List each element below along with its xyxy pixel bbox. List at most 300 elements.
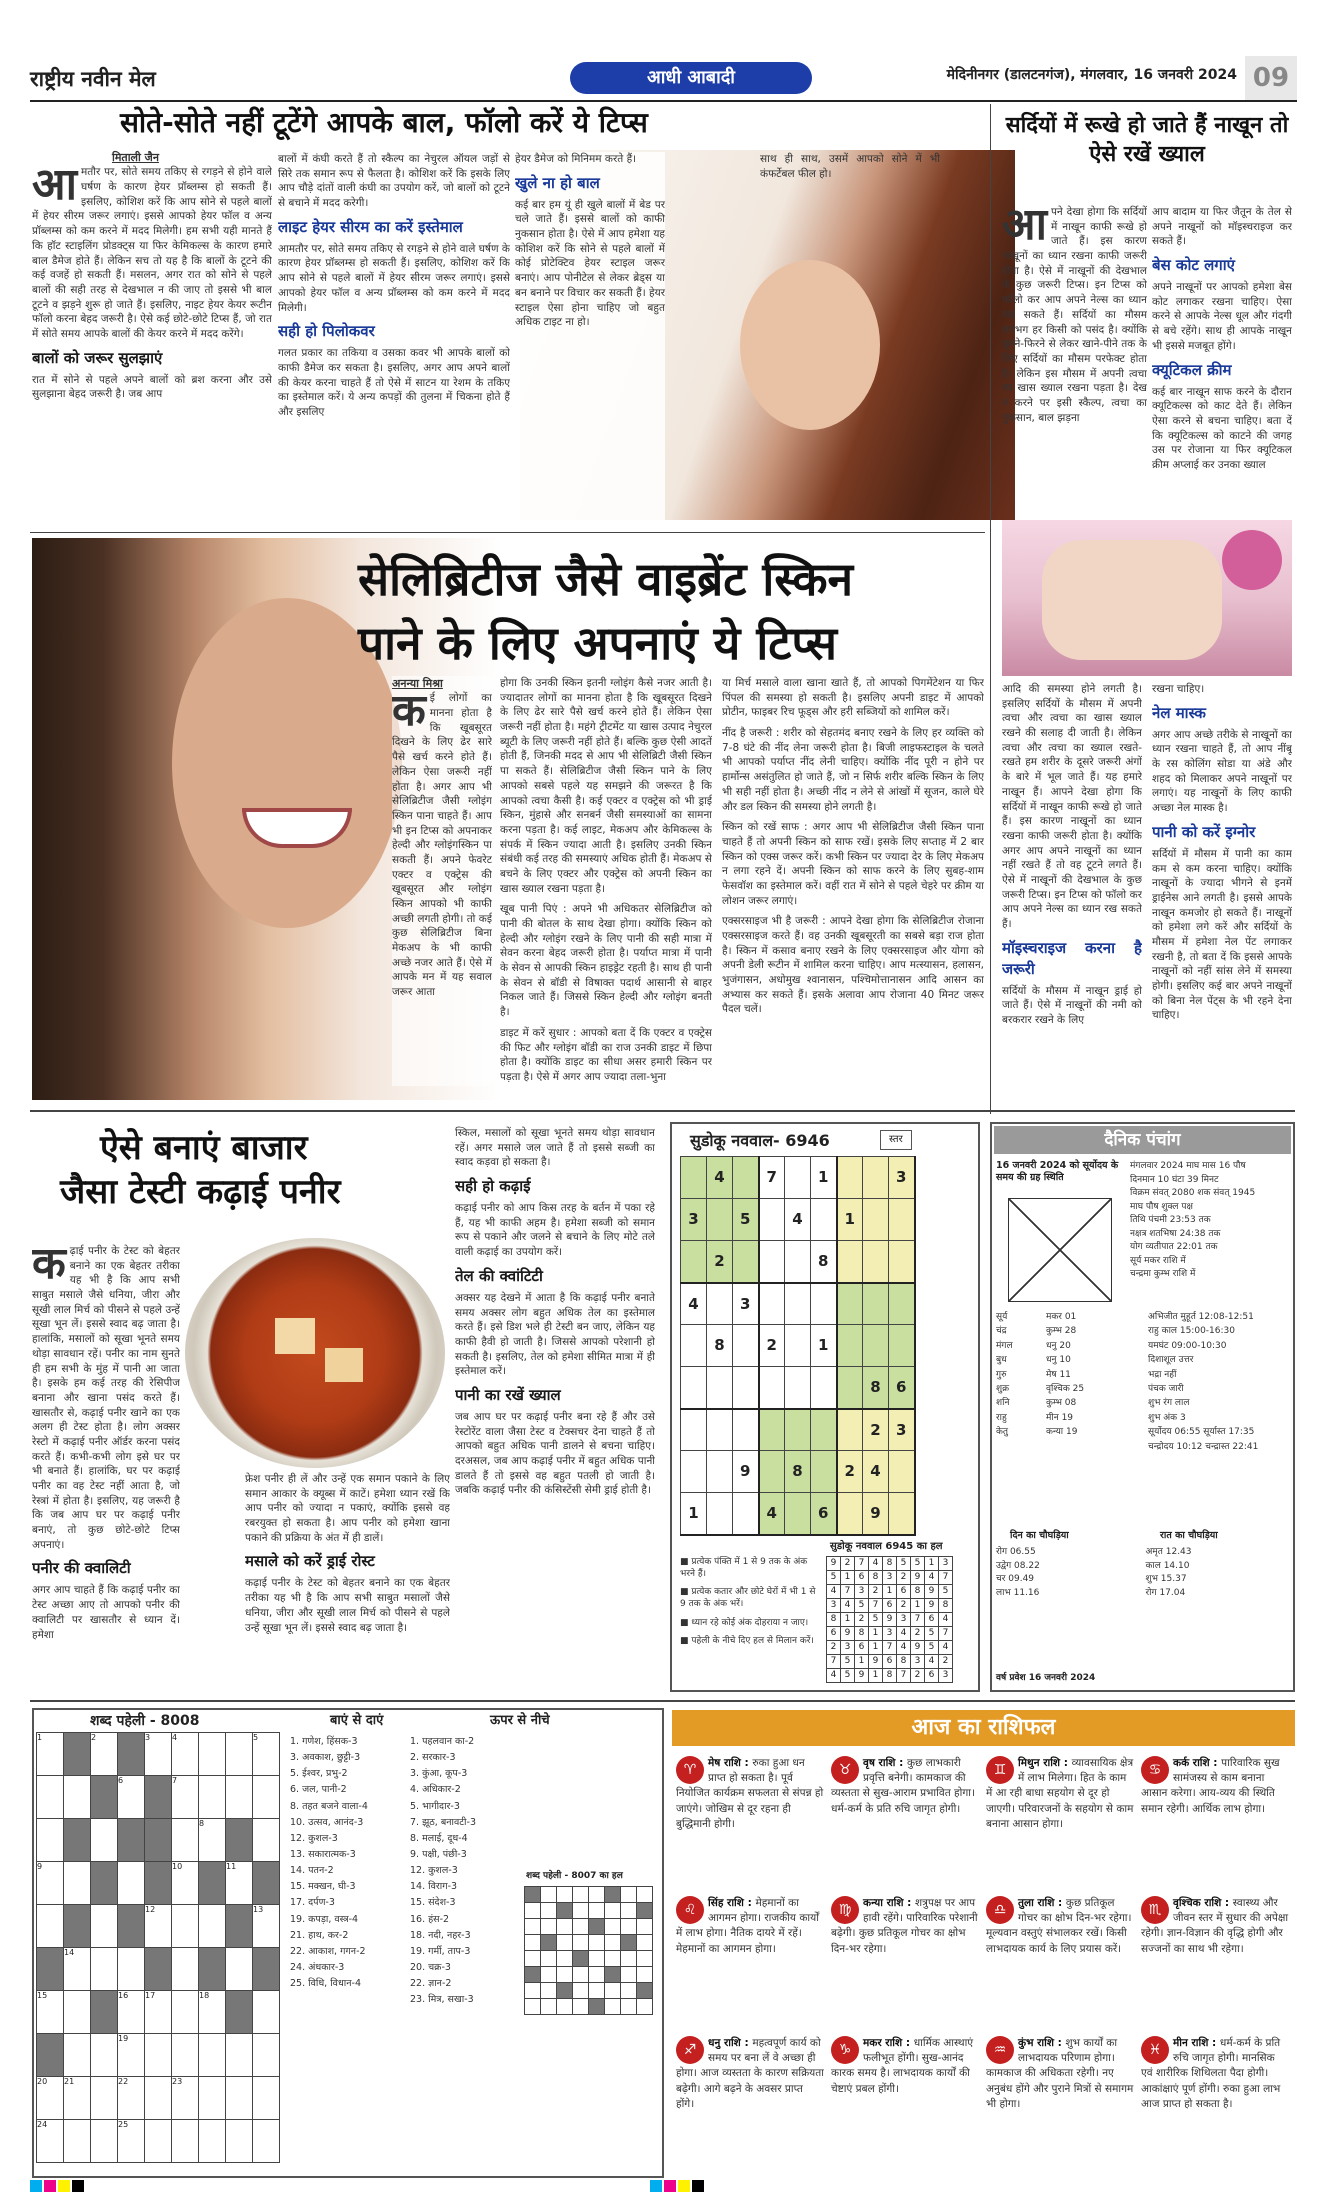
sudoku-cell[interactable] [785, 1283, 811, 1325]
sudoku-cell[interactable] [863, 1157, 889, 1199]
crossword-grid[interactable] [36, 1732, 280, 2163]
crossword-cell[interactable]: 10 [172, 1862, 199, 1905]
rashifal-title: आज का राशिफल [911, 1715, 1056, 1740]
planet-name: सूर्य [996, 1312, 1008, 1322]
crossword-solution-cell [589, 1935, 605, 1951]
crossword-cell[interactable] [172, 1948, 199, 1991]
rashi-text: शत्रुपक्ष पर आप हावी रहेंगे। पारिवारिक परेशानी बढ़ेगी। कुछ प्रतिकूल गोचर का क्षोभ दिन-भर रहेगा। [831, 1897, 978, 1955]
crossword-cell[interactable] [172, 2120, 199, 2163]
sudoku-cell[interactable] [707, 1493, 733, 1535]
crossword-cell[interactable] [145, 1948, 172, 1991]
crossword-cell[interactable] [172, 2034, 199, 2077]
crossword-cell[interactable] [145, 1819, 172, 1862]
crossword-cell[interactable] [199, 1733, 226, 1776]
sudoku-rule: ■ ध्यान रहे कोई अंक दोहराया न जाए। [680, 1617, 809, 1628]
print-color-bar [30, 2180, 1297, 2192]
sudoku-cell[interactable] [707, 1283, 733, 1325]
sudoku-cell[interactable] [837, 1241, 863, 1283]
paneer-cube [275, 1318, 315, 1354]
sudoku-cell[interactable] [863, 1199, 889, 1241]
sudoku-cell[interactable]: 8 [863, 1367, 889, 1409]
crossword-clue: 22. आकाश, गगन-2 [290, 1945, 366, 1957]
crossword-solution-cell [525, 1903, 541, 1919]
crossword-cell[interactable] [64, 1991, 91, 2034]
sudoku-solution-cell: 4 [827, 1669, 841, 1683]
sudoku-cell[interactable]: 8 [785, 1451, 811, 1493]
crossword-cell[interactable] [91, 1905, 118, 1948]
hair-text-3a: हेयर डैमेज को मिनिमम करते हैं। [515, 153, 637, 165]
sudoku-cell[interactable] [681, 1409, 707, 1451]
crossword-clue: 23. मित्र, सखा-3 [410, 1994, 474, 2006]
sudoku-cell[interactable] [811, 1199, 837, 1241]
crossword-cell[interactable] [226, 1733, 253, 1776]
sudoku-cell[interactable]: 3 [889, 1157, 915, 1199]
sudoku-cell[interactable] [733, 1157, 759, 1199]
sudoku-solution-cell: 6 [925, 1669, 939, 1683]
crossword-cell[interactable] [37, 2034, 64, 2077]
sudoku-cell[interactable]: 8 [707, 1325, 733, 1367]
sudoku-cell[interactable] [889, 1283, 915, 1325]
sudoku-grid[interactable] [680, 1156, 916, 1536]
crossword-clue: 4. अधिकार-2 [410, 1784, 461, 1796]
sudoku-solution-cell: 3 [939, 1557, 953, 1571]
sudoku-solution-cell: 4 [897, 1641, 911, 1655]
sudoku-cell[interactable]: 4 [681, 1283, 707, 1325]
crossword-cell[interactable] [172, 1991, 199, 2034]
crossword-solution-title: शब्द पहेली - 8007 का हल [526, 1871, 623, 1881]
crossword-cell[interactable] [199, 2034, 226, 2077]
planet-position: मेष 11 [1046, 1369, 1071, 1380]
sudoku-rules [680, 1556, 820, 1653]
crossword-cell[interactable]: 22 [118, 2077, 145, 2120]
crossword-cell[interactable] [118, 1905, 145, 1948]
sudoku-cell[interactable]: 1 [811, 1325, 837, 1367]
page-number: 09 [1245, 56, 1297, 100]
crossword-cell[interactable] [64, 2120, 91, 2163]
rashi-item [831, 1896, 979, 2030]
sudoku-cell[interactable] [785, 1325, 811, 1367]
crossword-cell[interactable]: 15 [37, 1991, 64, 2034]
sudoku-cell[interactable]: 9 [863, 1493, 889, 1535]
sudoku-cell[interactable]: 7 [759, 1157, 785, 1199]
sudoku-cell[interactable] [785, 1493, 811, 1535]
rashi-text: स्वास्थ्य और जीवन स्तर में सुधार की अपेक्षा रहेगी। ज्ञान-विज्ञान की वृद्धि होगी और सज्जनों का साथ भी रहेगा। [1141, 1897, 1289, 1955]
crossword-solution-cell [557, 1919, 573, 1935]
rashi-name: वृष राशि : [863, 1757, 907, 1769]
crossword-solution-cell [573, 1967, 589, 1983]
crossword-clue: 2. सरकार-3 [410, 1752, 456, 1764]
paneer-photo [185, 1238, 445, 1468]
crossword-cell[interactable] [226, 1776, 253, 1819]
sudoku-cell[interactable] [759, 1199, 785, 1241]
crossword-cell[interactable] [226, 2120, 253, 2163]
crossword-clue: 14. पतन-2 [290, 1865, 334, 1877]
crossword-cell[interactable]: 2 [91, 1733, 118, 1776]
panchang-details [1130, 1160, 1290, 1282]
crossword-cell[interactable] [253, 2077, 280, 2120]
choghadiya-item: रोग 17.04 [1145, 1587, 1186, 1598]
nails-text-4a: रखना चाहिए। [1152, 683, 1205, 695]
crossword-cell[interactable] [37, 1776, 64, 1819]
crossword-solution-cell [573, 1999, 589, 2015]
row-divider-2 [30, 1110, 1295, 1112]
sudoku-legend: स्तर [880, 1130, 912, 1150]
sudoku-cell[interactable] [811, 1451, 837, 1493]
crossword-cell[interactable] [199, 1948, 226, 1991]
sudoku-cell[interactable] [707, 1199, 733, 1241]
crossword-cell[interactable] [253, 1862, 280, 1905]
crossword-solution-cell [557, 1935, 573, 1951]
crossword-clue: 15. मक्खन, घी-3 [290, 1881, 356, 1893]
sudoku-solution-cell: 8 [939, 1599, 953, 1613]
crossword-cell[interactable]: 6 [118, 1776, 145, 1819]
sudoku-solution-cell: 9 [869, 1655, 883, 1669]
crossword-cell[interactable] [226, 1991, 253, 2034]
crossword-cell[interactable]: 16 [118, 1991, 145, 2034]
sudoku-cell[interactable] [811, 1409, 837, 1451]
celeb-title-line-1: सेलिब्रिटीज जैसे वाइब्रेंट स्किन [358, 552, 854, 606]
crossword-clue: 16. हंस-2 [410, 1913, 450, 1925]
sudoku-cell[interactable]: 3 [681, 1199, 707, 1241]
planet-name: मंगल [996, 1340, 1013, 1351]
crossword-cell[interactable]: 20 [37, 2077, 64, 2120]
paneer-text-2d: जब आप घर पर कढ़ाई पनीर बना रहे हैं और उसे रेस्टोरेंट वाला जैसा टेस्ट व टेक्सचर देना चाहते हैं तो आपको बहुत अधिक पानी डालने से बचना चाहिए। दरअसल, जब आप कढ़ाई पनीर में बहुत अधिक पानी डालते हैं तो इससे वह बहुत पतली हो जाती है। जबकि कढ़ाई पनीर की कंसिस्टेंसी सेमी ड्राई होती है। [455, 1410, 655, 1497]
crossword-clue: 7. झूठ, बनावटी-3 [410, 1816, 476, 1828]
sudoku-cell[interactable]: 8 [811, 1241, 837, 1283]
rashi-text: व्यावसायिक क्षेत्र में लाभ मिलेगा। हित के काम में आ रही बाधा सहयोग से दूर हो जाएगी। परिवारजनों के सहयोग से काम बनाना आसान होगा। [986, 1757, 1134, 1830]
sudoku-cell[interactable] [733, 1367, 759, 1409]
sudoku-solution-grid [826, 1556, 953, 1683]
sudoku-solution-cell: 5 [925, 1641, 939, 1655]
sudoku-cell[interactable] [811, 1367, 837, 1409]
sudoku-cell[interactable] [785, 1241, 811, 1283]
crossword-solution-cell [621, 1887, 637, 1903]
crossword-cell[interactable]: 7 [172, 1776, 199, 1819]
crossword-clue: 3. अवकाश, छुट्टी-3 [290, 1752, 361, 1764]
zodiac-icon: ♏ [1141, 1896, 1169, 1924]
crossword-solution-cell [605, 1951, 621, 1967]
crossword-cell[interactable] [226, 1948, 253, 1991]
crossword-cell[interactable] [91, 2077, 118, 2120]
sudoku-cell[interactable]: 1 [811, 1157, 837, 1199]
crossword-solution-cell [557, 1903, 573, 1919]
crossword-cell[interactable] [226, 2034, 253, 2077]
planet-name: गुरु [996, 1369, 1007, 1380]
crossword-cell[interactable] [118, 1819, 145, 1862]
section-title: आधी आबादी [570, 62, 812, 94]
rashi-name: मीन राशि : [1173, 2037, 1220, 2049]
crossword-cell[interactable] [91, 1819, 118, 1862]
crossword-cell[interactable] [199, 2120, 226, 2163]
crossword-cell[interactable] [253, 2120, 280, 2163]
sudoku-cell[interactable]: 4 [707, 1157, 733, 1199]
sudoku-cell[interactable] [733, 1409, 759, 1451]
muhurat-line: चन्द्रोदय 10:12 चन्द्रास्त 22:41 [1148, 1441, 1259, 1452]
sudoku-cell[interactable]: 1 [837, 1199, 863, 1241]
sudoku-cell[interactable] [733, 1325, 759, 1367]
crossword-cell[interactable] [118, 1733, 145, 1776]
crossword-cell[interactable] [37, 1905, 64, 1948]
celeb-text-3d: एक्सरसाइज भी है जरूरी : आपने देखा होगा कि सेलिब्रिटीज रोजाना एक्सरसाइज करते हैं। वह उनकी खूबसूरती का सबसे बड़ा राज होता है। स्किन में कसाव बनाए रखने के लिए एक्सरसाइज और योगा को अपनी डेली रूटीन में शामिल करना चाहिए। आप मत्स्यासन, हलासन, भुजंगासन, अधोमुख श्वानासन, पश्चिमोत्तानासन आदि आसन का अभ्यास कर सकते हैं। इसके अलावा आप रोजाना 40 मिनट जरूर पैदल चलें। [722, 915, 984, 1016]
crossword-solution-cell [557, 1887, 573, 1903]
crossword-clue: 25. विधि, विधान-4 [290, 1978, 362, 1990]
crossword-cell[interactable] [253, 1948, 280, 1991]
sudoku-solution-cell: 9 [827, 1557, 841, 1571]
crossword-cell[interactable]: 19 [118, 2034, 145, 2077]
sudoku-cell[interactable] [759, 1409, 785, 1451]
sudoku-cell[interactable] [837, 1325, 863, 1367]
planet-position: कुम्भ 08 [1046, 1398, 1077, 1409]
hair-text-1b: रात में सोने से पहले अपने बालों को ब्रश करना और उसे सुलझाना बेहद जरूरी है। जब आप [32, 373, 272, 401]
sudoku-cell[interactable]: 2 [707, 1241, 733, 1283]
crossword-solution-cell [573, 1951, 589, 1967]
crossword-solution-cell [573, 1935, 589, 1951]
crossword-cell[interactable] [118, 1948, 145, 1991]
crossword-cell[interactable] [253, 1819, 280, 1862]
sudoku-cell[interactable] [837, 1409, 863, 1451]
sudoku-cell[interactable] [785, 1367, 811, 1409]
paneer-text-2c: अक्सर यह देखने में आता है कि कढ़ाई पनीर बनाते समय अक्सर लोग बहुत अधिक तेल का इस्तेमाल करते हैं। इसे डिश भले ही टेस्टी बन जाए, लेकिन यह काफी हैवी हो जाती है। जिससे आपको परेशानी हो सकती है। इसलिए, तेल को हमेशा सीमित मात्रा में ही इस्तेमाल करें। [455, 1291, 655, 1378]
hair-text-3: कई बार हम यूं ही खुले बालों में बेड पर चले जाते हैं। इससे बालों को काफी नुकसान होता है। ऐसे में आप हमेशा यह कोशिश करें कि सोने से पहले बालों में कोई प्रोटेक्टिव हेयर स्टाइल जरूर बनाएं। आप पोनीटेल से लेकर ब्रेड्स या बन बनाने पर विचार कर सकती हैं। हेयर स्टाइल ऐसा होना चाहिए जो बहुत अधिक टाइट ना हो। [515, 198, 665, 329]
crossword-clue: 20. चक्र-3 [410, 1961, 451, 1973]
crossword-cell[interactable]: 23 [172, 2077, 199, 2120]
nails-drop-cap: आ [1002, 205, 1047, 250]
crossword-clue: 12. कुशल-3 [410, 1865, 458, 1877]
sudoku-cell[interactable] [681, 1451, 707, 1493]
sudoku-cell[interactable]: 5 [733, 1199, 759, 1241]
crossword-cell[interactable] [226, 1905, 253, 1948]
sudoku-cell[interactable] [681, 1157, 707, 1199]
sudoku-cell[interactable] [889, 1241, 915, 1283]
sudoku-cell[interactable]: 4 [863, 1451, 889, 1493]
crossword-cell[interactable]: 1 [37, 1733, 64, 1776]
sudoku-solution-cell: 8 [869, 1571, 883, 1585]
crossword-cell[interactable]: 12 [145, 1905, 172, 1948]
crossword-cell[interactable] [91, 1776, 118, 1819]
sudoku-solution-cell: 1 [841, 1571, 855, 1585]
sudoku-solution-cell: 9 [911, 1641, 925, 1655]
crossword-cell[interactable] [253, 1991, 280, 2034]
sudoku-solution-cell: 4 [925, 1571, 939, 1585]
planet-position: धनु 20 [1046, 1340, 1071, 1351]
crossword-cell[interactable] [145, 2120, 172, 2163]
crossword-cell[interactable] [37, 1819, 64, 1862]
sudoku-cell[interactable]: 1 [681, 1493, 707, 1535]
crossword-clue: 13. सकारात्मक-3 [290, 1848, 356, 1860]
hair-text-1: मतौर पर, सोते समय तकिए से रगड़ने से होने वाले घर्षण के कारण हेयर प्रॉब्लम्स हो सकती हैं। इसलिए, कोशिश करें कि आप सोने से पहले बालों में हेयर सीरम जरूर लगाएं। इससे आपको हेयर फॉल व अन्य प्रॉब्लम्स को कम करने में मदद मिलेगी। हम सभी यही मानते हैं कि हॉट स्टाइलिंग प्रोडक्ट्स या फिर केमिकल्स के कारण हमारे बाल डैमेज होते हैं। लेकिन सच तो यह है कि बालों के टूटने की कई वजहें हो सकती हैं। मसलन, अगर रात को सोने से पहले बालों की सही तरह से देखभाल न की जाए तो इससे भी बाल टूटने व झड़ने शुरू हो जाते हैं। इसलिए, नाइट हेयर केयर रूटीन फॉलो करना बेहद जरूरी है। ऐसे कई छोटे-छोटे टिप्स हैं, जो रात में सोते समय आपके बालों की केयर करने में मदद करेंगे। [32, 166, 272, 340]
crossword-cell[interactable] [199, 2077, 226, 2120]
crossword-cell[interactable] [91, 2034, 118, 2077]
sudoku-cell[interactable] [759, 1241, 785, 1283]
panchang-note: वर्ष प्रवेश 16 जनवरी 2024 [996, 1673, 1096, 1683]
crossword-cell[interactable]: 21 [64, 2077, 91, 2120]
crossword-solution-cell [605, 1903, 621, 1919]
sudoku-cell[interactable]: 2 [759, 1325, 785, 1367]
crossword-cell[interactable] [91, 1948, 118, 1991]
sudoku-cell[interactable] [707, 1409, 733, 1451]
sudoku-cell[interactable] [863, 1325, 889, 1367]
sudoku-solution-cell: 7 [911, 1613, 925, 1627]
crossword-cell[interactable] [145, 1776, 172, 1819]
crossword-cell[interactable] [253, 1776, 280, 1819]
panchang-line: मंगलवार 2024 माघ मास 16 पौष [1130, 1161, 1246, 1171]
crossword-solution-cell [557, 1967, 573, 1983]
zodiac-icon: ♓ [1141, 2036, 1169, 2064]
crossword-cell[interactable] [145, 2034, 172, 2077]
crossword-clue: 17. दर्पण-3 [290, 1897, 335, 1909]
crossword-cell[interactable] [145, 1862, 172, 1905]
sudoku-cell[interactable] [837, 1283, 863, 1325]
sudoku-solution-cell: 5 [869, 1613, 883, 1627]
crossword-solution-cell [637, 1903, 653, 1919]
sudoku-solution-cell: 2 [841, 1557, 855, 1571]
nails-subhead-4: नेल मास्क [1152, 703, 1206, 722]
crossword-cell[interactable]: 25 [118, 2120, 145, 2163]
crossword-cell[interactable]: 3 [145, 1733, 172, 1776]
crossword-cell[interactable] [64, 1862, 91, 1905]
crossword-cell[interactable]: 17 [145, 1991, 172, 2034]
sudoku-solution-cell: 1 [869, 1669, 883, 1683]
sudoku-solution-cell: 9 [925, 1585, 939, 1599]
sudoku-solution-cell: 1 [841, 1613, 855, 1627]
crossword-solution-cell [557, 1983, 573, 1999]
crossword-cell[interactable] [199, 1862, 226, 1905]
sudoku-cell[interactable] [785, 1157, 811, 1199]
crossword-cell[interactable] [64, 1819, 91, 1862]
sudoku-cell[interactable] [863, 1283, 889, 1325]
crossword-cell[interactable]: 9 [37, 1862, 64, 1905]
crossword-cell[interactable] [37, 1948, 64, 1991]
sudoku-solution-cell: 3 [827, 1599, 841, 1613]
sudoku-cell[interactable] [837, 1493, 863, 1535]
sudoku-cell[interactable] [707, 1451, 733, 1493]
crossword-cell[interactable]: 18 [199, 1991, 226, 2034]
crossword-solution-cell [557, 1999, 573, 2015]
choghadiya-item: शुभ 15.37 [1145, 1574, 1187, 1584]
hair-text-2b: आमतौर पर, सोते समय तकिए से रगड़ने से होने वाले घर्षण के कारण हेयर प्रॉब्लम्स हो सकती हैं। इसलिए, कोशिश करें कि आप सोने से पहले बालों में हेयर सीरम जरूर लगाएं। इससे आपको हेयर फॉल व अन्य प्रॉब्लम्स को कम करने में मदद मिलेगी। [278, 242, 510, 314]
sudoku-cell[interactable] [681, 1241, 707, 1283]
crossword-cell[interactable] [64, 1776, 91, 1819]
sudoku-cell[interactable]: 9 [733, 1451, 759, 1493]
sudoku-cell[interactable] [759, 1451, 785, 1493]
sudoku-cell[interactable] [889, 1325, 915, 1367]
crossword-solution-cell [541, 1967, 557, 1983]
muhurat-line: पंचक जारी [1148, 1383, 1184, 1394]
crossword-solution-cell [621, 1935, 637, 1951]
crossword-title: शब्द पहेली - 8008 [90, 1713, 200, 1729]
sudoku-cell[interactable] [863, 1241, 889, 1283]
crossword-cell[interactable]: 13 [253, 1905, 280, 1948]
crossword-solution-cell [541, 1935, 557, 1951]
sudoku-cell[interactable] [707, 1367, 733, 1409]
paneer-text-2a: स्किल, मसालों को सूखा भूनते समय थोड़ा सावधान रहें। अगर मसाले जल जाते हैं तो इससे सब्जी का स्वाद कड़वा हो सकता है। [455, 1127, 655, 1169]
crossword-cell[interactable]: 4 [172, 1733, 199, 1776]
crossword-cell[interactable] [226, 1819, 253, 1862]
celeb-text-3b: नींद है जरूरी : शरीर को सेहतमंद बनाए रखने के लिए हर व्यक्ति को 7-8 घंटे की नींद लेना जरूरी होता है। बिजी लाइफस्टाइल के चलते भी आपको पर्याप्त नींद लेनी चाहिए। क्योंकि नींद पूरी न होने पर हार्मोन्स असंतुलित हो जाते हैं, जो न सिर्फ शरीर बल्कि स्किन के लिए भी सही नहीं होता है। अच्छी नींद न लेने से आंखों में सूजन, काले घेरे और डल स्किन की समस्या होने लगती है। [722, 727, 984, 813]
sudoku-cell[interactable] [681, 1325, 707, 1367]
rashi-name: कर्क राशि : [1173, 1757, 1222, 1769]
crossword-cell[interactable] [172, 1905, 199, 1948]
crossword-cell[interactable] [91, 1991, 118, 2034]
crossword-clue: 18. नदी, नहर-3 [410, 1929, 471, 1941]
sudoku-cell[interactable] [889, 1451, 915, 1493]
sudoku-cell[interactable] [889, 1199, 915, 1241]
crossword-solution-cell [589, 1983, 605, 1999]
sudoku-solution-cell: 8 [897, 1655, 911, 1669]
crossword-cell[interactable] [118, 1862, 145, 1905]
crossword-clue: 3. कुंआ, कूप-3 [410, 1768, 468, 1780]
zodiac-icon: ♋ [1141, 1756, 1169, 1784]
sudoku-cell[interactable]: 6 [811, 1493, 837, 1535]
crossword-cell[interactable] [226, 2077, 253, 2120]
crossword-cell[interactable] [199, 1776, 226, 1819]
sudoku-cell[interactable] [811, 1283, 837, 1325]
sudoku-cell[interactable]: 6 [889, 1367, 915, 1409]
sudoku-cell[interactable] [759, 1367, 785, 1409]
sudoku-cell[interactable] [889, 1493, 915, 1535]
nails-text-2c: कई बार नाखून साफ करने के दौरान क्यूटिकल्स को काट देते हैं। लेकिन ऐसा करने से बचना चाहिए। बता दें कि क्यूटिकल्स को काटने की जगह उस पर रोजाना या फिर क्यूटिकल क्रीम अप्लाई कर उनका ख्याल [1152, 385, 1292, 471]
paneer-cube [325, 1348, 363, 1382]
sudoku-cell[interactable] [681, 1367, 707, 1409]
sudoku-cell[interactable] [733, 1493, 759, 1535]
nails-col-1 [1002, 205, 1147, 517]
rashi-item [676, 1756, 824, 1890]
hair-subhead-4: खुले ना हो बाल [515, 173, 600, 192]
hair-subhead-3: सही हो पिलोकवर [278, 322, 375, 341]
sudoku-cell[interactable]: 2 [837, 1451, 863, 1493]
crossword-cell[interactable] [91, 1862, 118, 1905]
panchang-line: सूर्य मकर राशि में [1130, 1255, 1186, 1266]
crossword-solution-cell [541, 1903, 557, 1919]
sudoku-cell[interactable]: 4 [759, 1493, 785, 1535]
sudoku-solution-cell: 6 [827, 1627, 841, 1641]
crossword-cell[interactable] [91, 2120, 118, 2163]
crossword-solution-cell [589, 1999, 605, 2015]
sudoku-solution-cell: 7 [841, 1585, 855, 1599]
sudoku-cell[interactable]: 4 [785, 1199, 811, 1241]
sudoku-cell[interactable] [733, 1241, 759, 1283]
crossword-cell[interactable]: 11 [226, 1862, 253, 1905]
paneer-subhead-4: पानी का रखें ख्याल [455, 1385, 561, 1404]
crossword-solution-grid [524, 1886, 653, 2015]
crossword-cell[interactable] [64, 1733, 91, 1776]
sudoku-cell[interactable] [759, 1283, 785, 1325]
sudoku-cell[interactable]: 3 [889, 1409, 915, 1451]
sudoku-cell[interactable]: 3 [733, 1283, 759, 1325]
crossword-cell[interactable] [253, 2034, 280, 2077]
crossword-solution-cell [589, 1903, 605, 1919]
sudoku-solution-cell: 6 [855, 1641, 869, 1655]
sudoku-cell[interactable] [837, 1157, 863, 1199]
sudoku-solution-cell: 7 [855, 1557, 869, 1571]
sudoku-cell[interactable]: 2 [863, 1409, 889, 1451]
crossword-cell[interactable]: 24 [37, 2120, 64, 2163]
crossword-cell[interactable]: 5 [253, 1733, 280, 1776]
sudoku-cell[interactable] [837, 1367, 863, 1409]
sudoku-cell[interactable] [785, 1409, 811, 1451]
crossword-cell[interactable] [145, 2077, 172, 2120]
crossword-cell[interactable] [64, 2034, 91, 2077]
zodiac-icon: ♎ [986, 1896, 1014, 1924]
rashi-item [1141, 2036, 1289, 2170]
crossword-cell[interactable]: 8 [199, 1819, 226, 1862]
crossword-cell[interactable]: 14 [64, 1948, 91, 1991]
crossword-cell[interactable] [64, 1905, 91, 1948]
zodiac-icon: ♑ [831, 2036, 859, 2064]
crossword-cell[interactable] [199, 1905, 226, 1948]
crossword-cell[interactable] [172, 1819, 199, 1862]
down-clues [410, 1734, 520, 2008]
